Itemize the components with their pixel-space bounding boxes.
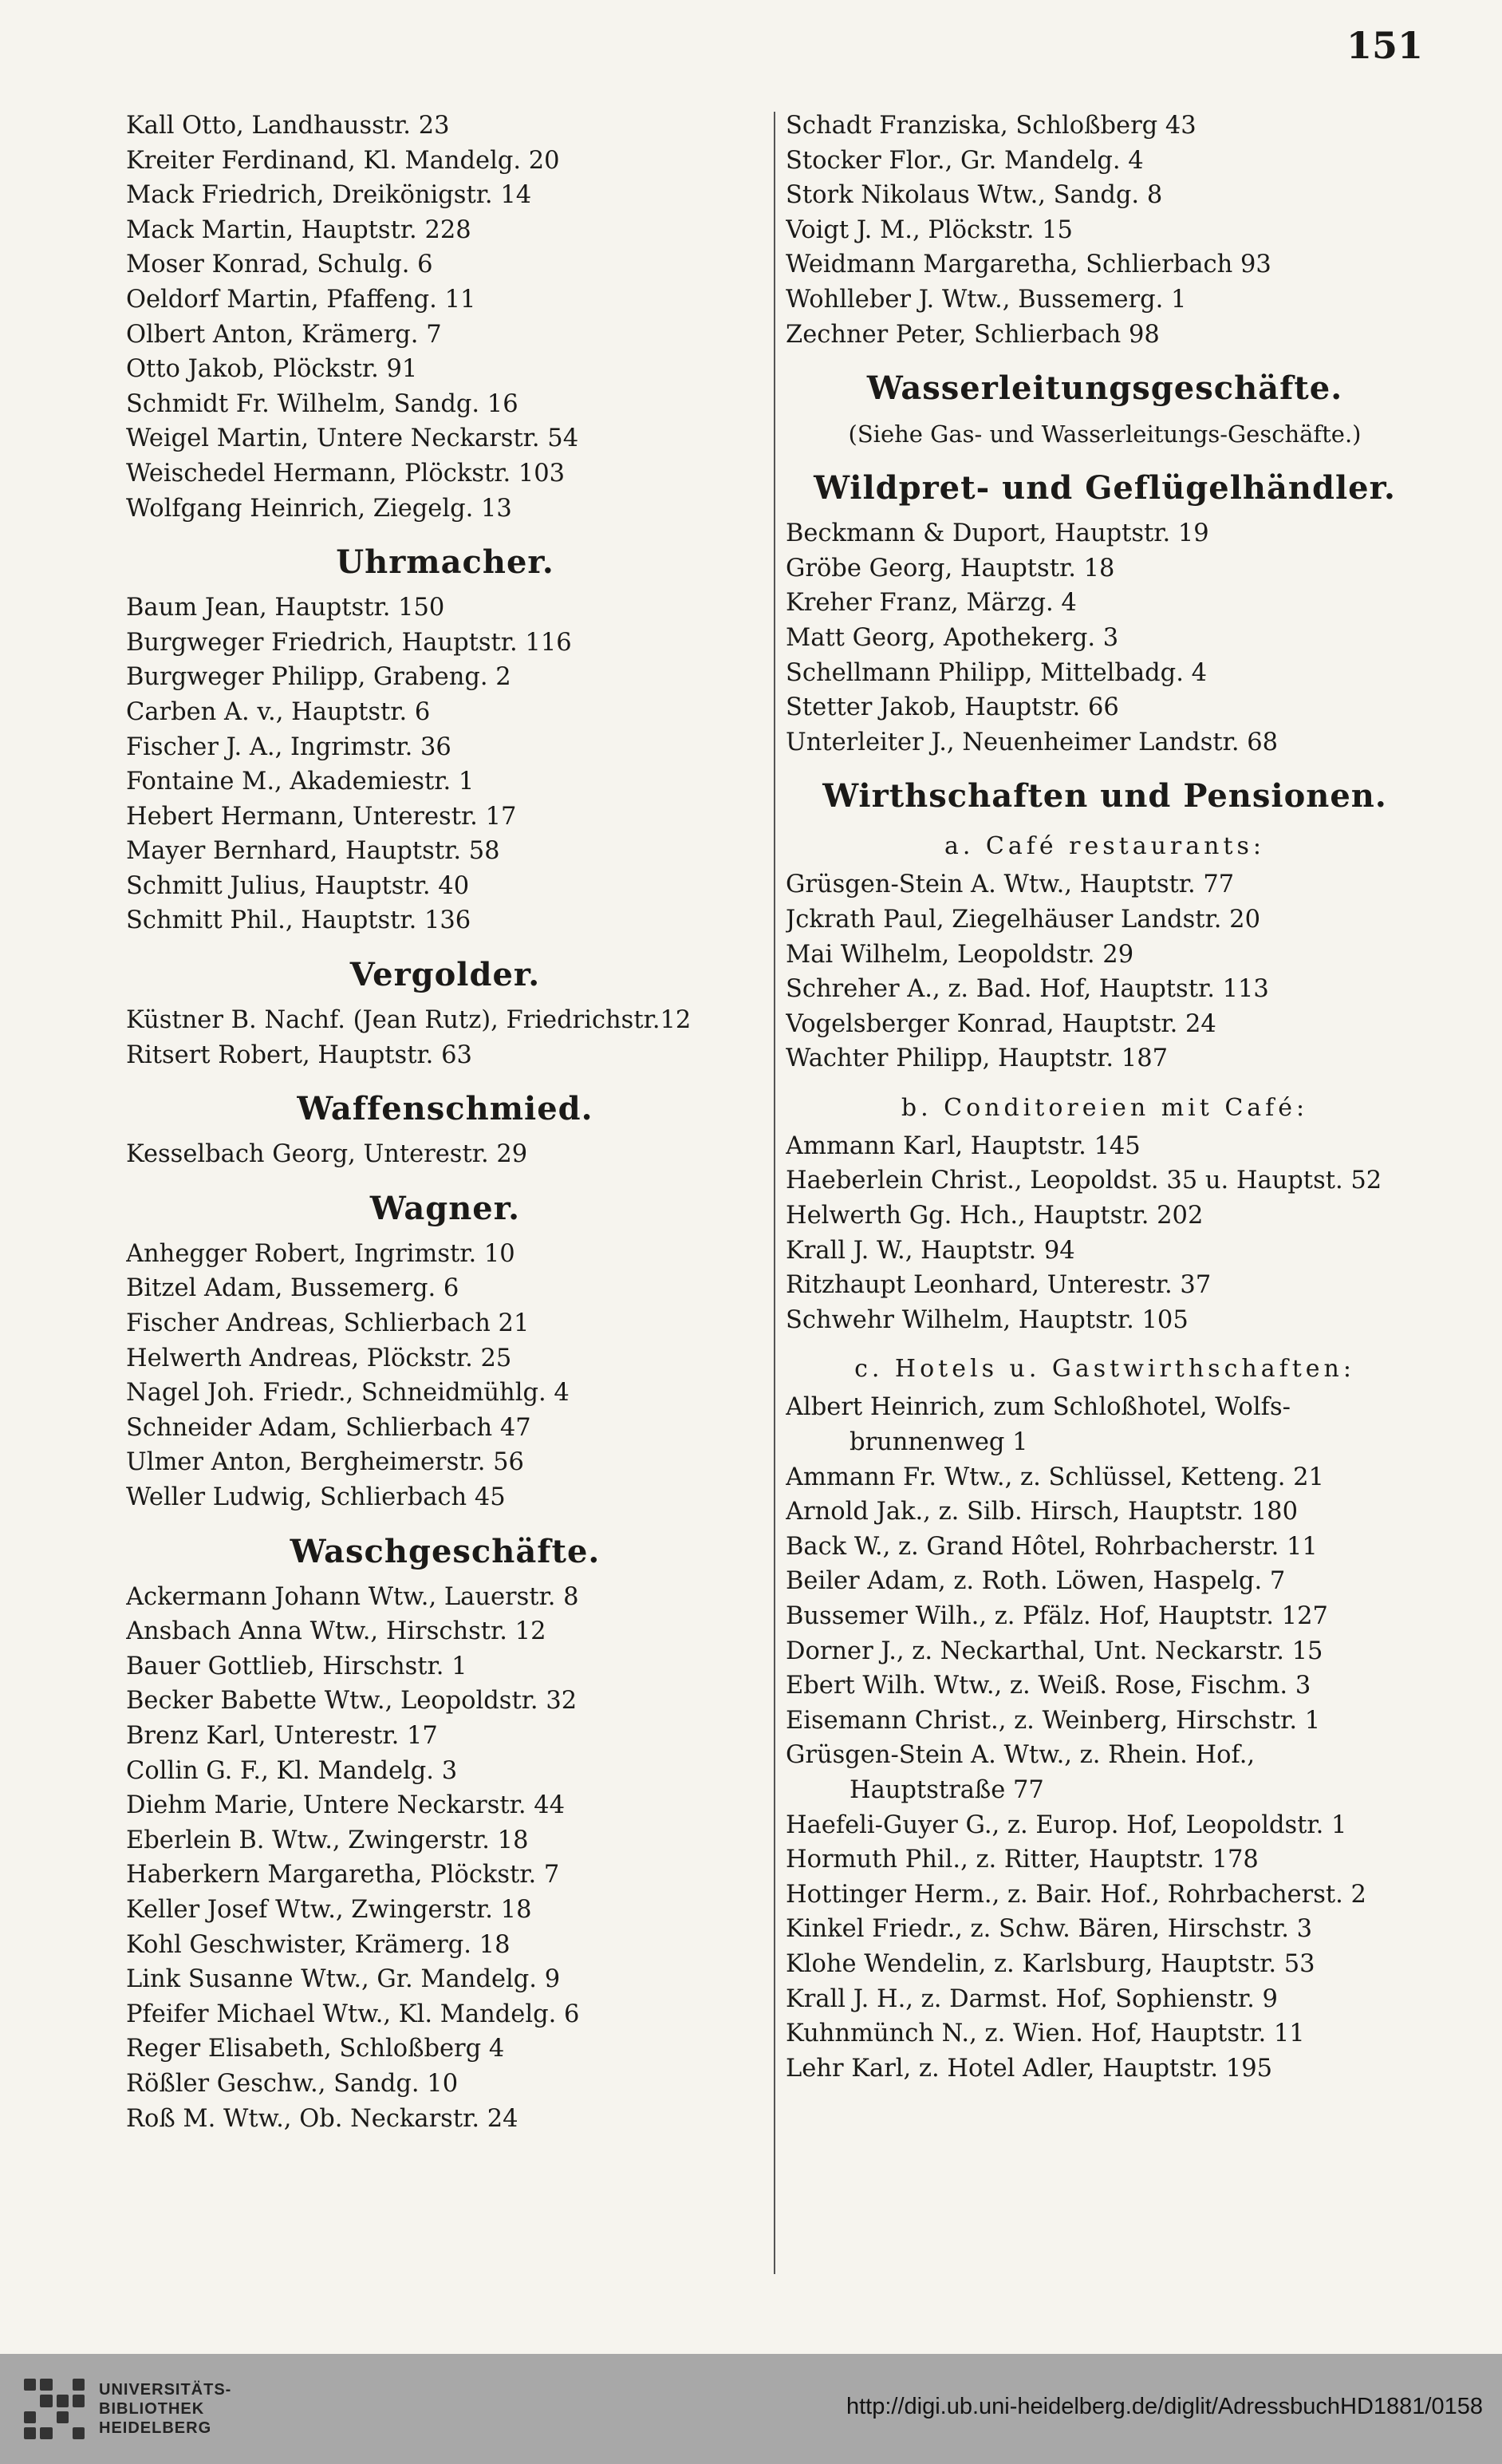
directory-entry: Schadt Franziska, Schloßberg 43 (786, 112, 1196, 140)
directory-entry: Anhegger Robert, Ingrimstr. 10 (126, 1239, 515, 1268)
directory-entry: Olbert Anton, Krämerg. 7 (126, 320, 442, 349)
directory-entry: Unterleiter J., Neuenheimer Landstr. 68 (786, 728, 1279, 756)
directory-entry: Küstner B. Nachf. (Jean Rutz), Friedrichstr.12 (126, 1006, 692, 1035)
directory-entry: Arnold Jak., z. Silb. Hirsch, Hauptstr. 180 (786, 1498, 1298, 1526)
directory-entry-continuation: Hauptstraße 77 (850, 1775, 1044, 1804)
directory-entry: Ebert Wilh. Wtw., z. Weiß. Rose, Fischm. 3 (786, 1672, 1311, 1700)
directory-entry: Helwerth Gg. Hch., Hauptstr. 202 (786, 1202, 1204, 1230)
directory-entry: Matt Georg, Apothekerg. 3 (786, 623, 1119, 652)
library-logo[interactable] (24, 2379, 231, 2439)
directory-entry: Kohl Geschwister, Krämerg. 18 (126, 1930, 511, 1959)
directory-entry: Helwerth Andreas, Plöckstr. 25 (126, 1344, 512, 1372)
section-heading: Uhrmacher. (336, 543, 554, 582)
directory-entry: Bussemer Wilh., z. Pfälz. Hof, Hauptstr. 127 (786, 1602, 1328, 1630)
directory-entry: Ammann Fr. Wtw., z. Schlüssel, Ketteng. 21 (786, 1463, 1324, 1491)
logo-line: HEIDELBERG (99, 2419, 212, 2437)
directory-entry: Bauer Gottlieb, Hirschstr. 1 (126, 1652, 467, 1680)
library-logo-icon (24, 2379, 85, 2439)
directory-entry: Kinkel Friedr., z. Schw. Bären, Hirschstr. 3 (786, 1915, 1313, 1944)
section-heading: Waffenschmied. (297, 1090, 593, 1128)
logo-line: BIBLIOTHEK (99, 2400, 205, 2418)
directory-entry: Stocker Flor., Gr. Mandelg. 4 (786, 146, 1144, 175)
directory-entry: Bitzel Adam, Bussemerg. 6 (126, 1274, 459, 1303)
directory-entry: Wolfgang Heinrich, Ziegelg. 13 (126, 494, 512, 523)
directory-entry: Collin G. F., Kl. Mandelg. 3 (126, 1756, 458, 1785)
directory-entry: Albert Heinrich, zum Schloßhotel, Wolfs- (786, 1393, 1291, 1422)
directory-entry: Pfeifer Michael Wtw., Kl. Mandelg. 6 (126, 2000, 580, 2028)
directory-entry: Ritsert Robert, Hauptstr. 63 (126, 1040, 472, 1069)
directory-entry: Stetter Jakob, Hauptstr. 66 (786, 693, 1119, 722)
directory-entry: Krall J. W., Hauptstr. 94 (786, 1236, 1075, 1265)
directory-entry: Link Susanne Wtw., Gr. Mandelg. 9 (126, 1965, 561, 1994)
directory-entry: Beckmann & Duport, Hauptstr. 19 (786, 519, 1209, 548)
subsection-heading: b. Conditoreien mit Café: (901, 1093, 1309, 1122)
directory-entry: Keller Josef Wtw., Zwingerstr. 18 (126, 1895, 532, 1924)
directory-entry: Krall J. H., z. Darmst. Hof, Sophienstr. 9 (786, 1984, 1278, 2013)
directory-entry: Schreher A., z. Bad. Hof, Hauptstr. 113 (786, 975, 1269, 1004)
directory-entry: Grüsgen-Stein A. Wtw., z. Rhein. Hof., (786, 1741, 1256, 1770)
section-heading: Wasserleitungsgeschäfte. (866, 369, 1343, 408)
directory-entry: Schmitt Phil., Hauptstr. 136 (126, 906, 471, 935)
directory-entry: Mack Martin, Hauptstr. 228 (126, 215, 471, 244)
directory-entry: Roß M. Wtw., Ob. Neckarstr. 24 (126, 2104, 518, 2133)
subsection-heading: a. Café restaurants: (944, 832, 1266, 861)
directory-entry: Baum Jean, Hauptstr. 150 (126, 594, 445, 622)
directory-entry: Diehm Marie, Untere Neckarstr. 44 (126, 1791, 566, 1820)
directory-entry: Mack Friedrich, Dreikönigstr. 14 (126, 181, 532, 210)
directory-entry: Mai Wilhelm, Leopoldstr. 29 (786, 940, 1134, 969)
library-logo-text (99, 2380, 231, 2438)
directory-entry: Oeldorf Martin, Pfaffeng. 11 (126, 285, 476, 314)
source-url-link[interactable]: http://digi.ub.uni-heidelberg.de/diglit/AdressbuchHD1881/0158 (846, 2394, 1483, 2419)
directory-entry-continuation: brunnenweg 1 (850, 1428, 1028, 1457)
section-heading: Wildpret- und Geflügelhändler. (814, 469, 1396, 507)
directory-entry: Ansbach Anna Wtw., Hirschstr. 12 (126, 1617, 546, 1646)
directory-entry: Wohlleber J. Wtw., Bussemerg. 1 (786, 285, 1187, 314)
directory-entry: Back W., z. Grand Hôtel, Rohrbacherstr. 11 (786, 1532, 1318, 1561)
directory-entry: Wachter Philipp, Hauptstr. 187 (786, 1044, 1169, 1073)
directory-entry: Weidmann Margaretha, Schlierbach 93 (786, 251, 1271, 279)
directory-entry: Becker Babette Wtw., Leopoldstr. 32 (126, 1687, 578, 1716)
directory-entry: Jckrath Paul, Ziegelhäuser Landstr. 20 (786, 905, 1260, 934)
cross-reference-note: (Siehe Gas- und Wasserleitungs-Geschäfte.) (848, 421, 1362, 448)
directory-entry: Fischer Andreas, Schlierbach 21 (126, 1309, 530, 1338)
directory-entry: Burgweger Philipp, Grabeng. 2 (126, 663, 511, 692)
section-heading: Vergolder. (349, 956, 541, 994)
directory-entry: Kuhnmünch N., z. Wien. Hof, Hauptstr. 11 (786, 2020, 1305, 2048)
directory-entry: Moser Konrad, Schulg. 6 (126, 251, 433, 279)
directory-entry: Kreher Franz, Märzg. 4 (786, 589, 1077, 618)
directory-entry: Fischer J. A., Ingrimstr. 36 (126, 732, 451, 761)
section-heading: Wagner. (369, 1189, 521, 1227)
column-divider (774, 112, 775, 2274)
logo-line: UNIVERSITÄTS- (99, 2381, 232, 2399)
directory-entry: Voigt J. M., Plöckstr. 15 (786, 215, 1073, 244)
directory-entry: Schneider Adam, Schlierbach 47 (126, 1413, 531, 1442)
directory-entry: Lehr Karl, z. Hotel Adler, Hauptstr. 195 (786, 2054, 1273, 2083)
directory-entry: Kesselbach Georg, Unterestr. 29 (126, 1140, 528, 1169)
directory-entry: Ritzhaupt Leonhard, Unterestr. 37 (786, 1271, 1212, 1300)
directory-entry: Eberlein B. Wtw., Zwingerstr. 18 (126, 1826, 529, 1854)
directory-entry: Schwehr Wilhelm, Hauptstr. 105 (786, 1305, 1189, 1334)
directory-entry: Weller Ludwig, Schlierbach 45 (126, 1483, 506, 1511)
directory-entry: Haeberlein Christ., Leopoldst. 35 u. Hauptst. 52 (786, 1167, 1382, 1195)
viewer-footer (0, 2354, 1502, 2464)
directory-entry: Eisemann Christ., z. Weinberg, Hirschstr. 1 (786, 1706, 1321, 1735)
directory-entry: Nagel Joh. Friedr., Schneidmühlg. 4 (126, 1379, 570, 1408)
directory-entry: Vogelsberger Konrad, Hauptstr. 24 (786, 1009, 1216, 1038)
right-column (786, 109, 1424, 2086)
directory-entry: Carben A. v., Hauptstr. 6 (126, 697, 431, 726)
directory-entry: Ulmer Anton, Bergheimerstr. 56 (126, 1448, 524, 1477)
directory-entry: Kreiter Ferdinand, Kl. Mandelg. 20 (126, 146, 560, 175)
section-heading: Wirthschaften und Pensionen. (822, 777, 1387, 815)
left-column (126, 109, 764, 2136)
directory-entry: Ackermann Johann Wtw., Lauerstr. 8 (126, 1582, 579, 1611)
directory-entry: Hottinger Herm., z. Bair. Hof., Rohrbacherst. 2 (786, 1880, 1366, 1909)
directory-entry: Grüsgen-Stein A. Wtw., Hauptstr. 77 (786, 871, 1235, 899)
directory-entry: Weischedel Hermann, Plöckstr. 103 (126, 459, 566, 488)
directory-entry: Klohe Wendelin, z. Karlsburg, Hauptstr. 53 (786, 1949, 1315, 1978)
directory-entry: Hebert Hermann, Unterestr. 17 (126, 802, 517, 831)
directory-entry: Gröbe Georg, Hauptstr. 18 (786, 554, 1115, 582)
directory-entry: Beiler Adam, z. Roth. Löwen, Haspelg. 7 (786, 1567, 1286, 1596)
directory-entry: Schmidt Fr. Wilhelm, Sandg. 16 (126, 389, 518, 418)
directory-entry: Schellmann Philipp, Mittelbadg. 4 (786, 658, 1207, 687)
section-heading: Waschgeschäfte. (290, 1532, 601, 1570)
page-number: 151 (1346, 24, 1424, 67)
directory-entry: Schmitt Julius, Hauptstr. 40 (126, 871, 470, 900)
directory-entry: Ammann Karl, Hauptstr. 145 (786, 1131, 1141, 1160)
directory-entry: Reger Elisabeth, Schloßberg 4 (126, 2035, 505, 2063)
directory-entry: Zechner Peter, Schlierbach 98 (786, 320, 1160, 349)
subsection-heading: c. Hotels u. Gastwirthschaften: (854, 1355, 1355, 1384)
directory-entry: Burgweger Friedrich, Hauptstr. 116 (126, 628, 572, 657)
directory-entry: Haefeli-Guyer G., z. Europ. Hof, Leopoldstr. 1 (786, 1810, 1347, 1839)
directory-entry: Rößler Geschw., Sandg. 10 (126, 2069, 459, 2098)
directory-entry: Dorner J., z. Neckarthal, Unt. Neckarstr. 15 (786, 1637, 1323, 1665)
directory-entry: Otto Jakob, Plöckstr. 91 (126, 355, 418, 384)
directory-entry: Stork Nikolaus Wtw., Sandg. 8 (786, 181, 1163, 210)
directory-entry: Weigel Martin, Untere Neckarstr. 54 (126, 424, 579, 453)
directory-entry: Hormuth Phil., z. Ritter, Hauptstr. 178 (786, 1846, 1259, 1874)
directory-entry: Haberkern Margaretha, Plöckstr. 7 (126, 1861, 560, 1889)
directory-entry: Fontaine M., Akademiestr. 1 (126, 768, 475, 796)
directory-entry: Brenz Karl, Unterestr. 17 (126, 1721, 438, 1750)
directory-entry: Kall Otto, Landhausstr. 23 (126, 112, 450, 140)
directory-entry: Mayer Bernhard, Hauptstr. 58 (126, 837, 500, 866)
